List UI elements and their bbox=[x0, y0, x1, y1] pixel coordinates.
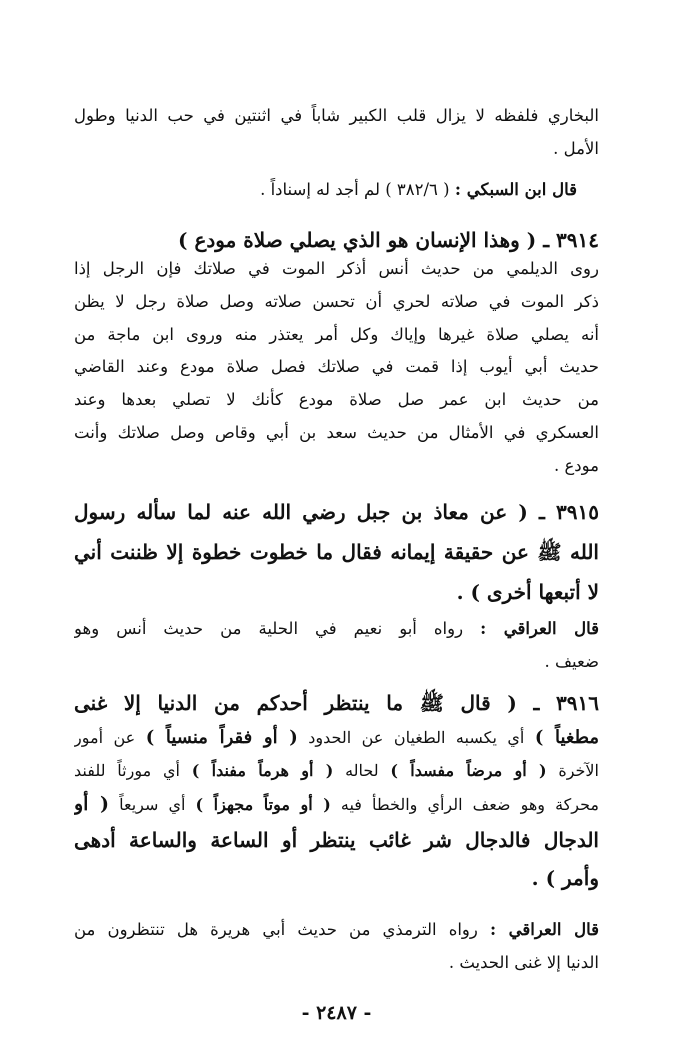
paragraph-1 bbox=[74, 100, 599, 166]
text-line: مودع . bbox=[553, 455, 599, 475]
text-run: محركة وهو ضعف الرأي والخطأ فيه bbox=[330, 794, 599, 814]
quote-text: رواه أبو نعيم في الحلية من حديث أنس وهو bbox=[74, 619, 464, 638]
paragraph-2 bbox=[74, 253, 599, 483]
text-line: حديث أبي أيوب إذا قمت في صلاتك فصل صلاة مودع وعند القاضي bbox=[74, 357, 599, 377]
bold-phrase: ( أو موتاً مجهزاً ) bbox=[195, 794, 331, 814]
text-run: عن أمور bbox=[74, 728, 146, 747]
heading-line: ٣٩١٤ ـ ( وهذا الإنسان هو الذي يصلي صلاة مودع ) bbox=[178, 228, 599, 252]
heading-line: وأمر ) . bbox=[531, 866, 599, 891]
text-run: الآخرة bbox=[546, 760, 599, 780]
text-line: البخاري فلفظه لا يزال قلب الكبير شاباً في اثنتين في حب الدنيا وطول bbox=[74, 106, 599, 125]
text-line: ضعيف . bbox=[544, 651, 599, 671]
quote-iraqi-1 bbox=[74, 613, 599, 679]
hadith-heading-3916 bbox=[74, 683, 599, 723]
quote-label: قال العراقي : bbox=[480, 619, 599, 638]
text-line: من حديث ابن عمر صل صلاة مودع كأنك لا تصلي بعدها وعند bbox=[74, 390, 599, 410]
heading-line: ٣٩١٦ ـ ( قال ﷺ ما ينتظر أحدكم من الدنيا إلا غنى bbox=[74, 691, 599, 715]
text-run: أي يكسبه الطغيان عن الحدود bbox=[297, 728, 535, 747]
heading-line: لا أتبعها أخرى ) . bbox=[456, 580, 599, 604]
text-run: لحاله bbox=[333, 760, 391, 780]
heading-line: ٣٩١٥ ـ ( عن معاذ بن جبل رضي الله عنه لما سأله رسول bbox=[74, 500, 599, 524]
hadith-heading-3915 bbox=[74, 492, 599, 612]
quote-iraqi-2 bbox=[74, 914, 599, 980]
bold-phrase: ( أو فقراً منسياً ) bbox=[145, 727, 298, 748]
bold-phrase: مطغياً ) bbox=[534, 727, 599, 748]
bold-phrase: ( أو هرماً مفنداً ) bbox=[191, 760, 334, 780]
text-run: أي سريعاً bbox=[109, 794, 196, 814]
quote-label: قال العراقي : bbox=[489, 920, 599, 939]
text-line: ذكر الموت في صلاته لحري أن تحسن صلاته وصل صلاة رجل لا يظن bbox=[74, 291, 599, 311]
paragraph-3 bbox=[74, 722, 599, 897]
text-line: العسكري في الأمثال من حديث سعد بن أبي وقاص وصل صلاتك وأنت bbox=[74, 422, 599, 442]
bold-phrase: ( أو bbox=[74, 792, 110, 815]
text-line: الدنيا إلا غنى الحديث . bbox=[448, 952, 599, 972]
quote-text: ( ٣٨٢/٦ ) لم أجد له إسناداً . bbox=[260, 180, 450, 199]
heading-line: الله ﷺ عن حقيقة إيمانه فقال ما خطوت خطوة إلا ظننت أني bbox=[74, 540, 599, 564]
heading-line: الدجال فالدجال شر غائب ينتظر أو الساعة والساعة أدهى bbox=[74, 828, 599, 853]
quote-subki bbox=[74, 174, 577, 207]
bold-phrase: ( أو مرضاً مفسداً ) bbox=[390, 760, 547, 780]
page-number: - ٢٤٨٧ - bbox=[301, 1002, 372, 1024]
quote-text: رواه الترمذي من حديث أبي هريرة هل تنتظرون من bbox=[74, 920, 478, 939]
text-line: أنه يصلي صلاة غيرها وإياك وكل أمر يعتذر منه وروى ابن ماجة من bbox=[74, 324, 599, 344]
text-line: الأمل . bbox=[553, 138, 599, 158]
text-run: أي مورثاً للفند bbox=[74, 760, 192, 780]
quote-label: قال ابن السبكي : bbox=[454, 180, 577, 199]
text-line: روى الديلمي من حديث أنس أذكر الموت في صلاتك فإن الرجل إذا bbox=[74, 259, 599, 278]
